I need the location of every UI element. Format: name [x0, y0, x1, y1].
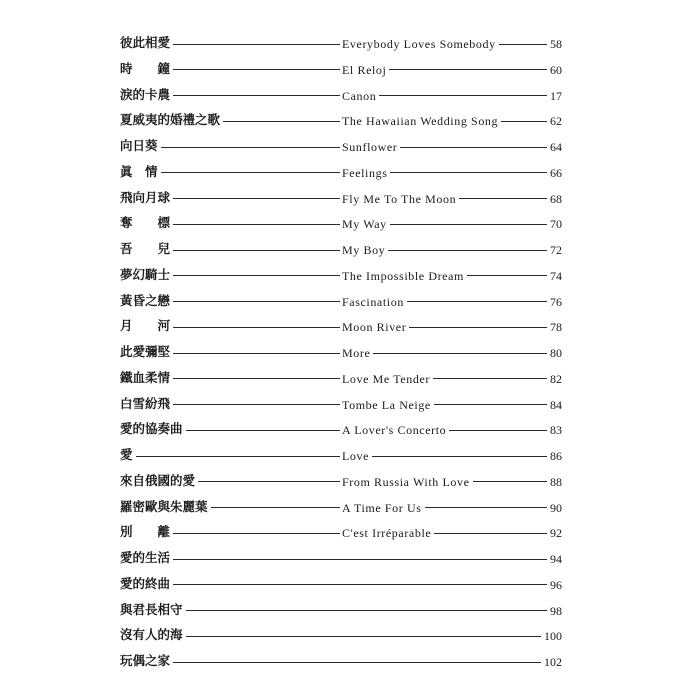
- toc-entry: [120, 314, 562, 340]
- page-number: 72: [550, 243, 562, 257]
- chinese-title: 此愛彌堅: [120, 344, 171, 359]
- leader-line: [161, 147, 340, 148]
- english-title: Fly Me To The Moon: [342, 191, 457, 206]
- english-title: The Hawaiian Wedding Song: [342, 114, 499, 129]
- chinese-title: 來自俄國的愛: [120, 472, 196, 488]
- toc-entry: [120, 443, 562, 469]
- chinese-title: 飛向月球: [120, 189, 171, 205]
- chinese-title: 羅密歐與朱麗葉: [120, 498, 208, 514]
- leader-line: [459, 198, 547, 199]
- leader-line: [211, 507, 340, 508]
- page-number: 64: [550, 140, 562, 154]
- leader-line: [434, 533, 547, 534]
- toc-entry: [120, 623, 562, 649]
- leader-line: [173, 378, 340, 379]
- leader-line: [136, 456, 340, 457]
- page-number: 100: [544, 629, 562, 644]
- page-number: 98: [550, 603, 562, 618]
- page-number: 58: [550, 37, 562, 51]
- leader-line: [173, 584, 547, 585]
- leader-line: [173, 44, 340, 45]
- leader-line: [372, 456, 547, 457]
- leader-line: [499, 44, 547, 45]
- english-title: My Way: [342, 217, 387, 232]
- english-title: A Lover's Concerto: [342, 423, 447, 438]
- leader-line: [373, 353, 547, 354]
- english-title: Moon River: [342, 320, 407, 335]
- english-title: My Boy: [342, 243, 386, 257]
- chinese-title: 鐵血柔情: [120, 369, 171, 385]
- english-title: The Impossible Dream: [342, 268, 464, 283]
- leader-line: [449, 430, 547, 431]
- toc-entry: [120, 392, 562, 418]
- leader-line: [173, 662, 541, 663]
- leader-line: [186, 636, 541, 637]
- page-number: 86: [550, 449, 562, 463]
- chinese-title: 愛的終曲: [120, 575, 171, 591]
- chinese-title: 淚的卡農: [120, 86, 171, 102]
- chinese-title: 愛的生活: [120, 550, 171, 565]
- toc-entry: [120, 572, 562, 598]
- leader-line: [409, 327, 547, 328]
- leader-line: [390, 172, 547, 173]
- chinese-title: 玩偶之家: [120, 653, 171, 668]
- toc-entry: [120, 211, 562, 237]
- english-title: Feelings: [342, 165, 388, 180]
- page-number: 96: [550, 577, 562, 592]
- page-number: 88: [550, 474, 562, 489]
- leader-line: [173, 275, 340, 276]
- leader-line: [388, 250, 547, 251]
- leader-line: [173, 559, 547, 560]
- leader-line: [161, 172, 340, 173]
- page-number: 92: [550, 526, 562, 541]
- leader-line: [473, 481, 547, 482]
- leader-line: [198, 481, 340, 482]
- toc-entry: [120, 237, 562, 263]
- toc-entry: [120, 469, 562, 495]
- page-number: 78: [550, 320, 562, 335]
- toc-entry: [120, 134, 562, 160]
- toc-entry: [120, 57, 562, 83]
- toc-entry: [120, 186, 562, 212]
- chinese-title: 月 河: [120, 318, 171, 334]
- page-number: 68: [550, 191, 562, 206]
- toc-entry: [120, 160, 562, 186]
- leader-line: [389, 69, 547, 70]
- english-title: Everybody Loves Somebody: [342, 37, 496, 51]
- toc-entry: [120, 495, 562, 521]
- chinese-title: 彼此相愛: [120, 35, 171, 50]
- toc-entry: [120, 649, 562, 675]
- page-number: 94: [550, 552, 562, 566]
- toc-entry: [120, 598, 562, 624]
- leader-line: [173, 250, 340, 251]
- leader-line: [173, 198, 340, 199]
- page-number: 76: [550, 294, 562, 309]
- english-title: Love Me Tender: [342, 371, 430, 386]
- chinese-title: 時 鐘: [120, 60, 171, 76]
- page-number: 17: [550, 88, 562, 103]
- toc-entry: [120, 263, 562, 289]
- english-title: C'est Irréparable: [342, 526, 432, 541]
- page-number: 70: [550, 217, 562, 232]
- leader-line: [186, 610, 547, 611]
- english-title: Canon: [342, 88, 377, 103]
- leader-line: [379, 95, 547, 96]
- page-number: 74: [550, 268, 562, 283]
- chinese-title: 白雪紛飛: [120, 395, 171, 411]
- english-title: Tombe La Neige: [342, 397, 431, 412]
- chinese-title: 愛: [120, 447, 133, 462]
- page-number: 60: [550, 62, 562, 77]
- leader-line: [173, 353, 340, 354]
- page-number: 80: [550, 346, 562, 360]
- english-title: Fascination: [342, 294, 404, 309]
- toc-entry: [120, 83, 562, 109]
- toc-entry: [120, 417, 562, 443]
- page-number: 62: [550, 114, 562, 129]
- toc-entry: [120, 108, 562, 134]
- english-title: El Reloj: [342, 62, 387, 77]
- toc-entry: [120, 31, 562, 57]
- leader-line: [186, 430, 340, 431]
- leader-line: [173, 224, 340, 225]
- page-number: 102: [544, 655, 562, 669]
- chinese-title: 別 離: [120, 524, 171, 540]
- leader-line: [173, 301, 340, 302]
- chinese-title: 奪 標: [120, 215, 171, 231]
- leader-line: [173, 404, 340, 405]
- chinese-title: 沒有人的海: [120, 627, 183, 643]
- leader-line: [433, 378, 547, 379]
- toc-entry: [120, 546, 562, 572]
- leader-line: [390, 224, 547, 225]
- english-title: A Time For Us: [342, 500, 422, 515]
- leader-line: [223, 121, 340, 122]
- toc-entry: [120, 340, 562, 366]
- english-title: Love: [342, 449, 370, 463]
- page-number: 84: [550, 397, 562, 412]
- leader-line: [434, 404, 547, 405]
- english-title: More: [342, 346, 371, 360]
- chinese-title: 眞 情: [120, 163, 158, 179]
- page-number: 83: [550, 423, 562, 438]
- chinese-title: 吾 兒: [120, 241, 171, 256]
- table-of-contents: [120, 31, 562, 675]
- leader-line: [173, 69, 340, 70]
- chinese-title: 夢幻騎士: [120, 266, 171, 282]
- chinese-title: 黃昏之戀: [120, 292, 171, 308]
- leader-line: [400, 147, 547, 148]
- toc-entry: [120, 289, 562, 315]
- leader-line: [467, 275, 547, 276]
- leader-line: [173, 533, 340, 534]
- page-number: 90: [550, 500, 562, 515]
- page-number: 66: [550, 165, 562, 180]
- chinese-title: 愛的協奏曲: [120, 421, 183, 437]
- page-number: 82: [550, 371, 562, 386]
- leader-line: [501, 121, 547, 122]
- chinese-title: 與君長相守: [120, 601, 183, 617]
- toc-entry: [120, 366, 562, 392]
- chinese-title: 向日葵: [120, 138, 158, 153]
- english-title: Sunflower: [342, 140, 398, 154]
- leader-line: [425, 507, 547, 508]
- leader-line: [173, 327, 340, 328]
- toc-entry: [120, 520, 562, 546]
- leader-line: [173, 95, 340, 96]
- english-title: From Russia With Love: [342, 474, 470, 489]
- leader-line: [407, 301, 547, 302]
- chinese-title: 夏威夷的婚禮之歌: [120, 112, 221, 128]
